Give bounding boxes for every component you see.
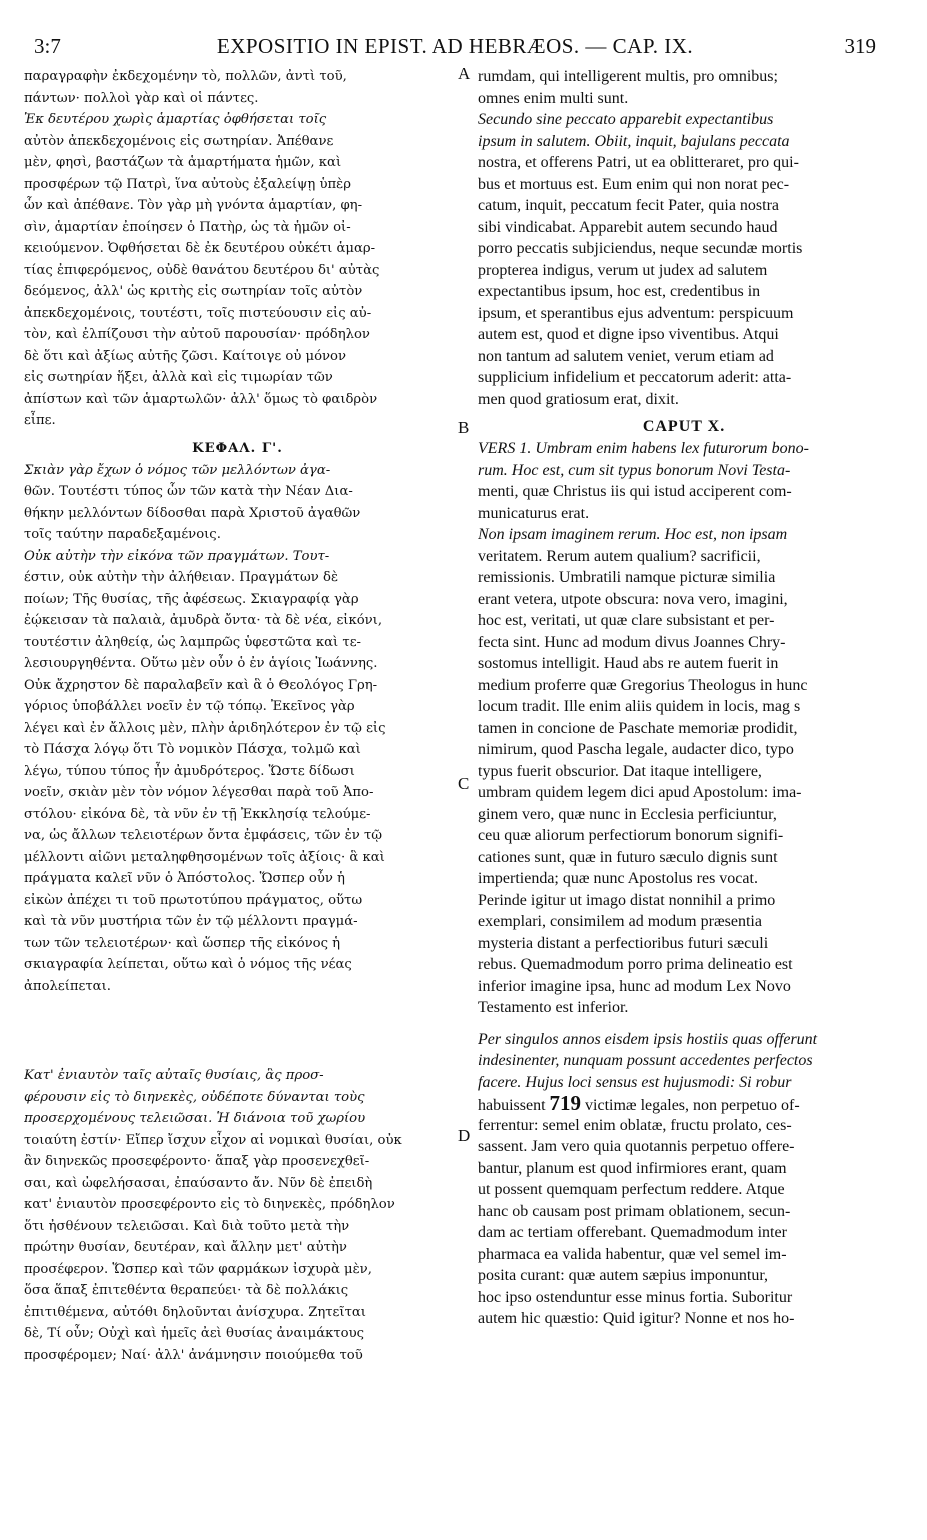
text-line: προσφέρομεν; Ναί· ἀλλ' ἀνάμνησιν ποιούμεθα τοῦ xyxy=(24,1347,363,1363)
text-line: ποίων; Τῆς θυσίας, τῆς ἀφέσεως. Σκιαγραφίᾳ γὰρ xyxy=(24,591,359,607)
text-line: hoc ipso ostenduntur esse minus fortia. Suboritur xyxy=(478,1288,793,1306)
text-line: autem est, quod et digne ipso viventibus. Atqui xyxy=(478,326,779,343)
text-line: ὧν καὶ ἀπέθανε. Τὸν γὰρ μὴ γνόντα ἁμαρτίαν, φη- xyxy=(24,198,363,213)
text-line: ἀπεκδεχομένοις, τουτέστι, τοῖς πιστεύουσιν εἰς αὐ- xyxy=(24,305,372,321)
text-line: σκιαγραφία λείπεται, οὕτω καὶ ὁ νόμος τῆς νέας xyxy=(24,957,352,972)
text-line: municaturus erat. xyxy=(478,504,590,522)
latin-paragraph-1 xyxy=(478,66,890,109)
text-line: catum, inquit, peccatum fecit Pater, quia nostra xyxy=(478,197,780,214)
text-line: nostra, et offerens Patri, ut ea oblitteraret, pro qui- xyxy=(478,154,799,171)
text-line: θήκην μελλόντων δίδοσθαι παρὰ Χριστοῦ ἀγαθῶν xyxy=(24,505,361,521)
text-line: ceu quæ aliorum perfectiorum bonorum signifi- xyxy=(478,827,784,844)
text-line: στόλου· εἰκόνα δὲ, τὰ νῦν ἐν τῇ Ἐκκλησίᾳ τελούμε- xyxy=(24,806,371,822)
text-line: λεσιουργηθέντα. Οὕτω μὲν οὖν ὁ ἐν ἁγίοις Ἰωάννης. xyxy=(24,656,378,671)
text-line: sassent. Jam vero quia quotannis perpetuo offere- xyxy=(478,1138,795,1155)
text-line: medium proferre quæ Gregorius Theologus in hunc xyxy=(478,676,808,694)
text-line: pharmaca ea valida habentur, quæ vel semel im- xyxy=(478,1245,787,1263)
text-line: locum tradit. Ille enim aliis quidem in locis, mag s xyxy=(478,698,801,715)
text-line: bus et mortuus est. Eum enim qui non norat pec- xyxy=(478,175,790,193)
text-line: ferrentur: semel enim oblatæ, fructu prolato, ces- xyxy=(478,1116,792,1134)
text-line: umbram quidem legem dici apud Apostolum: ima- xyxy=(478,784,802,801)
text-line: λέγω, τύπου τύπος ἦν ἀμυδρότερος. Ὥστε δίδωσι xyxy=(24,763,355,779)
text-line: ginem vero, quæ nunc in Ecclesia perficiuntur, xyxy=(478,805,777,823)
text-line: Perinde igitur ut imago distat nonnihil a primo xyxy=(478,891,776,909)
latin-paragraph-3 xyxy=(478,438,890,524)
text-line: inferior imagine ipsa, hunc ad modum Lex Novo xyxy=(478,977,791,995)
text-line: VERS 1. Umbram enim habens lex futurorum bono- xyxy=(478,440,809,457)
text-line: nimirum, quod Pascha legale, audacter dico, typo xyxy=(478,741,794,758)
text-line: autem hic quæstio: Quid igitur? Nonne et nos ho- xyxy=(478,1310,795,1327)
text-line: typus fuerit obscurior. Dat itaque intelligere, xyxy=(478,762,762,780)
text-line: προσέφερον. Ὥσπερ καὶ τῶν φαρμάκων ἰσχυρὰ μὲν, xyxy=(24,1261,372,1277)
text-line: μὲν, φησὶ, βαστάζων τὰ ἁμαρτήματα ἡμῶν, καὶ xyxy=(24,155,342,170)
text-line: πράγματα καλεῖ νῦν ὁ Ἀπόστολος. Ὥσπερ οὖν ἡ xyxy=(24,871,345,886)
text-line: Κατ' ἐνιαυτὸν ταῖς αὐταῖς θυσίαις, ἃς προσ- xyxy=(24,1068,324,1083)
greek-paragraph-4 xyxy=(24,546,451,998)
latin-chapter-heading: CAPUT X. xyxy=(642,418,726,435)
text-line: πρώτην θυσίαν, δευτέραν, καὶ ἄλλην μετ' αὐτὴν xyxy=(24,1240,347,1255)
latin-paragraph-5-end xyxy=(478,1115,890,1330)
text-line: τίας ἐπιφερόμενος, οὐδὲ θανάτου δευτέρου δι' αὐτὰς xyxy=(24,262,380,278)
text-line: κατ' ἐνιαυτὸν προσεφέροντο εἰς τὸ διηνεκὲς, πρόδηλον xyxy=(24,1197,395,1212)
margin-letter-c: C xyxy=(458,774,470,793)
text-line: σαι, καὶ ὠφελήσασαι, ἐπαύσαντο ἄν. Νῦν δὲ ἐπειδὴ xyxy=(24,1175,373,1191)
text-line: γόριος ὑποβάλλει νοεῖν ἐν τῷ τόπῳ. Ἐκεῖνος γὰρ xyxy=(24,699,355,714)
greek-paragraph-5 xyxy=(24,1065,451,1366)
page-number-right: 319 xyxy=(844,34,876,58)
greek-paragraph-1 xyxy=(24,66,451,109)
text-line: φέρουσιν εἰς τὸ διηνεκὲς, οὐδέποτε δύνανται τοὺς xyxy=(24,1089,365,1105)
text-line: μέλλοντι αἰῶνι μεταληφθησομένων τοῖς ἀξίοις· ἃ καὶ xyxy=(24,849,385,865)
text-line: προσερχομένους τελειῶσαι. Ἡ διάνοια τοῦ χωρίου xyxy=(24,1111,366,1126)
text-line: Secundo sine peccato apparebit expectantibus xyxy=(478,111,774,128)
text-line: erant vetera, utpote obscura: nova vero, imagini, xyxy=(478,590,788,608)
margin-letter-a: A xyxy=(458,64,471,83)
text-line: expectantibus ipsum, hoc est, credentibus in xyxy=(478,283,761,300)
text-line: αὐτὸν ἀπεκδεχομένοις εἰς σωτηρίαν. Ἀπέθανε xyxy=(24,133,334,149)
latin-paragraph-4 xyxy=(478,524,890,1019)
text-line: bantur, planum est quod infirmiores erant, quam xyxy=(478,1159,787,1177)
text-line: ὅτι ἠσθένουν τελειῶσαι. Καὶ διὰ τοῦτο μετὰ τὴν xyxy=(24,1218,350,1234)
text-line: posita curant: quæ autem sæpius imponuntur, xyxy=(478,1267,768,1284)
latin-column xyxy=(478,66,890,1330)
text-line: ἀπολείπεται. xyxy=(24,978,111,994)
text-line: Σκιὰν γὰρ ἔχων ὁ νόμος τῶν μελλόντων ἀγα- xyxy=(24,462,331,478)
text-line: ἀπίστων καὶ τῶν ἁμαρτωλῶν· ἀλλ' ὅμως τὸ φαιδρὸν xyxy=(24,391,378,407)
text-line: fecta sint. Hunc ad modum divus Joannes Chry- xyxy=(478,633,786,651)
text-line: omnes enim multi sunt. xyxy=(478,89,629,107)
text-line: veritatem. Rerum autem qualium? sacrificii, xyxy=(478,547,761,565)
greek-column xyxy=(24,66,451,1366)
text-line: remissionis. Umbratili namque picturæ similia xyxy=(478,569,776,586)
text-line: δὲ, Τί οὖν; Οὐχὶ καὶ ἡμεῖς ἀεὶ θυσίας ἀναιμάκτους xyxy=(24,1326,364,1341)
text-line: τὸν, καὶ ἐλπίζουσι τὴν αὐτοῦ παρουσίαν· πρόδηλον xyxy=(24,327,370,342)
text-line: tamen in concione de Paschate memoriæ prodidit, xyxy=(478,719,798,737)
text-line: rebus. Quemadmodum porro prima delineatio est xyxy=(478,956,793,973)
text-line: εἰκὼν ἀπέχει τι τοῦ πρωτοτύπου πράγματος, οὕτω xyxy=(24,892,363,908)
margin-letter-b: B xyxy=(458,418,470,437)
text-line: νοεῖν, σκιὰν μὲν τὸν νόμον λέγεσθαι παρὰ τοῦ Ἀπο- xyxy=(24,785,374,800)
text-line: cationes sunt, quæ in futuro sæculo dignis sunt xyxy=(478,848,778,866)
text-line: indesinenter, nunquam possunt accedentes perfectos xyxy=(478,1052,813,1069)
text-line: Per singulos annos eisdem ipsis hostiis quas offerunt xyxy=(478,1030,818,1048)
text-line: Ἐκ δευτέρου χωρὶς ἁμαρτίας ὀφθήσεται τοῖς xyxy=(24,112,327,127)
latin-paragraph-5 xyxy=(478,1029,890,1330)
text-line: Οὐκ αὐτὴν τὴν εἰκόνα τῶν πραγμάτων. Τουτ- xyxy=(24,548,330,564)
text-line: impertienda; quæ nunc Apostolus res vocat. xyxy=(478,870,758,887)
text-line: δεόμενος, ἀλλ' ὡς κριτὴς εἰς σωτηρίαν τοῖς αὐτὸν xyxy=(24,284,363,299)
text-line: habuissent 719 victimæ legales, non perpetuo of- xyxy=(478,1093,800,1115)
text-line: Οὐκ ἄχρηστον δὲ παραλαβεῖν καὶ ἃ ὁ Θεολόγος Γρη- xyxy=(24,677,378,693)
text-line: τουτέστιν ἀληθείᾳ, ὡς λαμπρῶς ὑφεστῶτα καὶ τε- xyxy=(24,634,361,650)
text-line: ipsum in salutem. Obiit, inquit, bajulans peccata xyxy=(478,132,790,150)
text-line: τὸ Πάσχα λόγῳ ὅτι Τὸ νομικὸν Πάσχα, τολμῶ καὶ xyxy=(24,742,361,757)
text-line: τοῖς ταύτην παραδεξαμένοις. xyxy=(24,527,221,542)
text-line: παραγραφὴν ἐκδεχομένην τὸ, πολλῶν, ἀντὶ τοῦ, xyxy=(24,69,347,84)
text-line: porro peccatis subjiciendus, neque secundæ mortis xyxy=(478,240,803,257)
text-line: supplicium infidelium et peccatorum aderit: atta- xyxy=(478,369,792,386)
greek-chapter-heading: ΚΕΦΑΛ. Γ'. xyxy=(192,440,283,456)
text-line: ἐῴκεισαν τὰ παλαιὰ, ἀμυδρὰ ὄντα· τὰ δὲ νέα, εἰκόνι, xyxy=(24,613,383,628)
text-line: κειούμενον. Ὀφθήσεται δὲ ἐκ δευτέρου οὐκέτι ἁμαρ- xyxy=(24,241,376,256)
latin-paragraph-2 xyxy=(478,109,890,410)
text-line: mysteria distant a perfectioribus futuri sæculi xyxy=(478,934,769,952)
text-line: Testamento est inferior. xyxy=(478,999,629,1016)
text-line: ὅσα ἅπαξ ἐπιτεθέντα θεραπεύει· τὰ δὲ πολλάκις xyxy=(24,1283,349,1298)
text-line: men quod gratiosum erat, dixit. xyxy=(478,390,679,408)
text-line: να, ὡς ἄλλων τελειοτέρων ὄντα ἐμφάσεις, τῶν ἐν τῷ xyxy=(24,828,382,843)
text-line: Non ipsam imaginem rerum. Hoc est, non ipsam xyxy=(478,526,788,543)
text-line: ἐπιτιθέμενα, αὐτόθι δηλοῦνται ἀνίσχυρα. Ζητεῖται xyxy=(24,1304,366,1320)
text-line: ipsum, et sperantibus ejus adventum: perspicuum xyxy=(478,304,794,322)
text-line: rumdam, qui intelligerent multis, pro omnibus; xyxy=(478,68,778,85)
text-line: δὲ ὅτι καὶ ἀξίως αὐτῆς ζῶσι. Καίτοιγε οὐ μόνον xyxy=(24,348,347,364)
text-line: dam ac tertiam offerebant. Quemadmodum inter xyxy=(478,1224,787,1241)
text-line: έστιν, οὐκ αὐτὴν τὴν ἀλήθειαν. Πραγμάτων δὲ xyxy=(24,570,339,585)
greek-paragraph-3 xyxy=(24,460,451,546)
text-line: των τῶν τελειοτέρων· καὶ ὥσπερ τῆς εἰκόνος ἡ xyxy=(24,935,341,951)
text-line: πάντων· πολλοὶ γὰρ καὶ οἱ πάντες. xyxy=(24,90,259,106)
margin-letter-d: D xyxy=(458,1126,471,1145)
text-line: rum. Hoc est, cum sit typus bonorum Novi Testa- xyxy=(478,461,791,479)
text-line: hoc est, veritati, ut quæ clare subsistant et per- xyxy=(478,612,775,629)
greek-paragraph-2 xyxy=(24,109,451,432)
text-line: εἰς σωτηρίαν ἥξει, ἀλλὰ καὶ εἰς τιμωρίαν τῶν xyxy=(24,370,333,385)
text-line: εἶπε. xyxy=(24,413,56,428)
page-number-left: 3:7 xyxy=(34,34,61,58)
running-header xyxy=(34,34,876,60)
text-line: σὶν, ἁμαρτίαν ἐποίησεν ὁ Πατὴρ, ὡς τὰ ἡμῶν οἰ- xyxy=(24,219,351,235)
text-line: facere. Hujus loci sensus est hujusmodi: Si robur xyxy=(478,1073,792,1091)
text-line: ἂν διηνεκῶς προσεφέροντο· ἅπαξ γὰρ προσενεχθεῖ- xyxy=(24,1154,370,1169)
text-line: sostomus intelligit. Haud abs re autem fuerit in xyxy=(478,655,779,672)
text-line: προσφέρων τῷ Πατρὶ, ἵνα αὐτοὺς ἐξαλείψῃ ὑπὲρ xyxy=(24,176,351,192)
text-line: propterea indigus, verum ut judex ad salutem xyxy=(478,261,768,279)
text-line: menti, quæ Christus iis qui istud acciperent com- xyxy=(478,483,792,500)
text-line: τοιαύτη ἐστίν· Εἴπερ ἴσχυν εἶχον αἱ νομικαὶ θυσίαι, οὐκ xyxy=(24,1132,402,1148)
text-line: λέγει καὶ ἐν ἄλλοις μὲν, πλὴν ἀριδηλότερον ἐν τῷ εἰς xyxy=(24,720,386,736)
text-line: hanc ob causam post primam oblationem, secun- xyxy=(478,1202,791,1220)
text-line: καὶ τὰ νῦν μυστήρια τῶν ἐν τῷ μέλλοντι πραγμά- xyxy=(24,914,358,929)
text-line: non tantum ad salutem veniet, verum etiam ad xyxy=(478,347,774,365)
latin-paragraph-5-start xyxy=(478,1029,890,1094)
text-line: sibi vindicabat. Apparebit autem secundo haud xyxy=(478,218,778,236)
text-line: ut possent quemquam perfectum reddere. Atque xyxy=(478,1181,785,1198)
column-number: 719 xyxy=(549,1093,582,1115)
text-line: exemplari, consimilem ad modum præsentia xyxy=(478,913,762,930)
text-line: θῶν. Τουτέστι τύπος ὧν τῶν κατὰ τὴν Νέαν Δια- xyxy=(24,484,353,499)
running-title: EXPOSITIO IN EPIST. AD HEBRÆOS. — CAP. IX. xyxy=(216,34,694,58)
